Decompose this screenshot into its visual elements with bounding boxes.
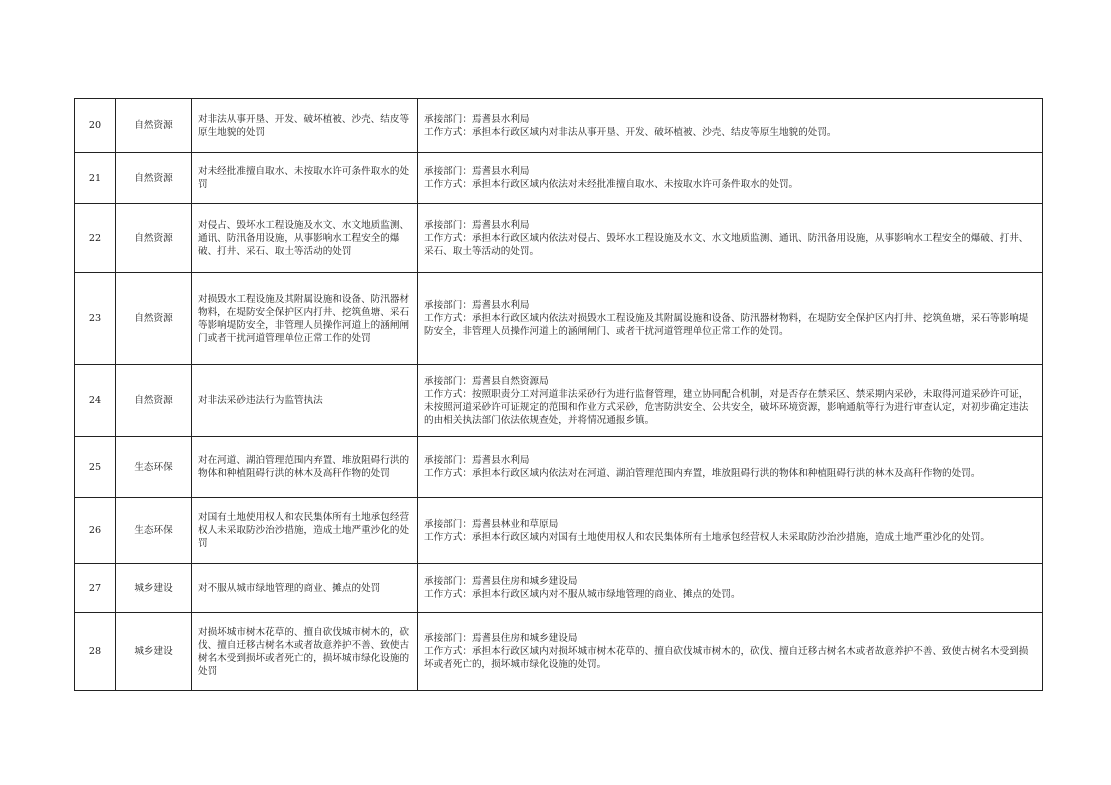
row-category: 自然资源 — [116, 204, 192, 273]
work-mode-line: 工作方式：按照职责分工对河道非法采砂行为进行监督管理，建立协同配合机制，对是否存在禁采区、禁采期内采砂，未取得河道采砂许可证，未按照河道采砂许可证规定的范围和作业方式采砂，危害防洪安全、公共安全，破坏环境资源，影响通航等行为进行审查认定，对初步确定违法的由相关执法部门依法依规查处，并将情况通报乡镇。 — [424, 388, 1029, 426]
row-item: 对损坏城市树木花草的、擅自砍伐城市树木的，砍伐、擅自迁移古树名木或者故意养护不善、致使古树名木受到损坏或者死亡的，损坏城市绿化设施的处罚 — [192, 613, 418, 691]
table-row — [75, 613, 1043, 691]
row-category: 生态环保 — [116, 498, 192, 564]
department-line: 承接部门：焉耆县水利局 — [424, 300, 530, 311]
table-row — [75, 99, 1043, 153]
department-line: 承接部门：焉耆县自然资源局 — [424, 375, 549, 387]
row-department-cell — [418, 365, 1043, 437]
row-number: 24 — [75, 365, 116, 437]
row-category: 自然资源 — [116, 99, 192, 153]
row-category: 自然资源 — [116, 273, 192, 365]
row-number: 26 — [75, 498, 116, 564]
department-line: 承接部门：焉耆县住房和城乡建设局 — [424, 633, 578, 644]
department-line: 承接部门：焉耆县水利局 — [424, 455, 530, 466]
row-department-cell — [418, 613, 1043, 691]
row-item: 对在河道、湖泊管理范围内弃置、堆放阻碍行洪的物体和种植阻碍行洪的林木及高秆作物的处罚 — [192, 437, 418, 498]
row-department-cell — [418, 153, 1043, 204]
department-line: 承接部门：焉耆县住房和城乡建设局 — [424, 576, 578, 587]
department-line: 承接部门：焉耆县水利局 — [424, 219, 530, 231]
department-line: 承接部门：焉耆县林业和草原局 — [424, 518, 559, 530]
department-line: 承接部门：焉耆县水利局 — [424, 113, 530, 125]
work-mode-line: 工作方式：承担本行政区域内对不服从城市绿地管理的商业、摊点的处罚。 — [424, 589, 741, 600]
row-department-cell — [418, 273, 1043, 365]
row-item: 对非法采砂违法行为监管执法 — [192, 365, 418, 437]
work-mode-line: 工作方式：承担本行政区域内依法对损毁水工程设施及其附属设施和设备、防汛器材物料，在堤防安全保护区内打井、挖筑鱼塘，采石等影响堤防安全，非管理人员操作河道上的涵闸闸门、或者干扰河道管理单位正常工作的处罚。 — [424, 313, 1029, 337]
responsibility-table — [74, 98, 1043, 691]
row-item: 对未经批准擅自取水、未按取水许可条件取水的处罚 — [192, 153, 418, 204]
table-row — [75, 564, 1043, 613]
row-item: 对非法从事开垦、开发、破坏植被、沙壳、结皮等原生地貌的处罚 — [192, 99, 418, 153]
work-mode-line: 工作方式：承担本行政区域内依法对在河道、湖泊管理范围内弃置，堆放阻碍行洪的物体和种植阻碍行洪的林木及高秆作物的处罚。 — [424, 468, 981, 479]
work-mode-line: 工作方式：承担本行政区域内依法对侵占、毁坏水工程设施及水文、水文地质监测、通讯、防汛备用设施，从事影响水工程安全的爆破、打井、采石、取土等活动的处罚。 — [424, 232, 1029, 257]
row-department-cell — [418, 99, 1043, 153]
table-row — [75, 437, 1043, 498]
work-mode-line: 工作方式：承担本行政区域内依法对未经批准擅自取水、未按取水许可条件取水的处罚。 — [424, 179, 799, 190]
work-mode-line: 工作方式：承担本行政区域内对损坏城市树木花草的、擅自砍伐城市树木的，砍伐、擅自迁移古树名木或者故意养护不善、致使古树名木受到损坏或者死亡的，损坏城市绿化设施的处罚。 — [424, 646, 1029, 670]
row-department-cell — [418, 564, 1043, 613]
work-mode-line: 工作方式：承担本行政区域内对国有土地使用权人和农民集体所有土地承包经营权人未采取防沙治沙措施，造成土地严重沙化的处罚。 — [424, 531, 991, 543]
row-item: 对损毁水工程设施及其附属设施和设备、防汛器材物料，在堤防安全保护区内打井、挖筑鱼塘、采石等影响堤防安全，非管理人员操作河道上的涵闸闸门或者干扰河道管理单位正常工作的处罚 — [192, 273, 418, 365]
row-number: 21 — [75, 153, 116, 204]
row-number: 22 — [75, 204, 116, 273]
row-category: 生态环保 — [116, 437, 192, 498]
table-row — [75, 498, 1043, 564]
row-number: 23 — [75, 273, 116, 365]
table-row — [75, 153, 1043, 204]
row-category: 城乡建设 — [116, 564, 192, 613]
table-row — [75, 365, 1043, 437]
row-category: 自然资源 — [116, 365, 192, 437]
table-row — [75, 204, 1043, 273]
row-department-cell — [418, 437, 1043, 498]
row-item: 对不服从城市绿地管理的商业、摊点的处罚 — [192, 564, 418, 613]
row-number: 25 — [75, 437, 116, 498]
row-item: 对侵占、毁坏水工程设施及水文、水文地质监测、通讯、防汛备用设施，从事影响水工程安全的爆破、打井、采石、取土等活动的处罚 — [192, 204, 418, 273]
table-row — [75, 273, 1043, 365]
row-department-cell — [418, 204, 1043, 273]
row-number: 20 — [75, 99, 116, 153]
row-number: 28 — [75, 613, 116, 691]
department-line: 承接部门：焉耆县水利局 — [424, 166, 530, 177]
row-item: 对国有土地使用权人和农民集体所有土地承包经营权人未采取防沙治沙措施，造成土地严重沙化的处罚 — [192, 498, 418, 564]
row-category: 城乡建设 — [116, 613, 192, 691]
work-mode-line: 工作方式：承担本行政区域内对非法从事开垦、开发、破坏植被、沙壳、结皮等原生地貌的处罚。 — [424, 126, 837, 138]
row-category: 自然资源 — [116, 153, 192, 204]
row-number: 27 — [75, 564, 116, 613]
row-department-cell — [418, 498, 1043, 564]
